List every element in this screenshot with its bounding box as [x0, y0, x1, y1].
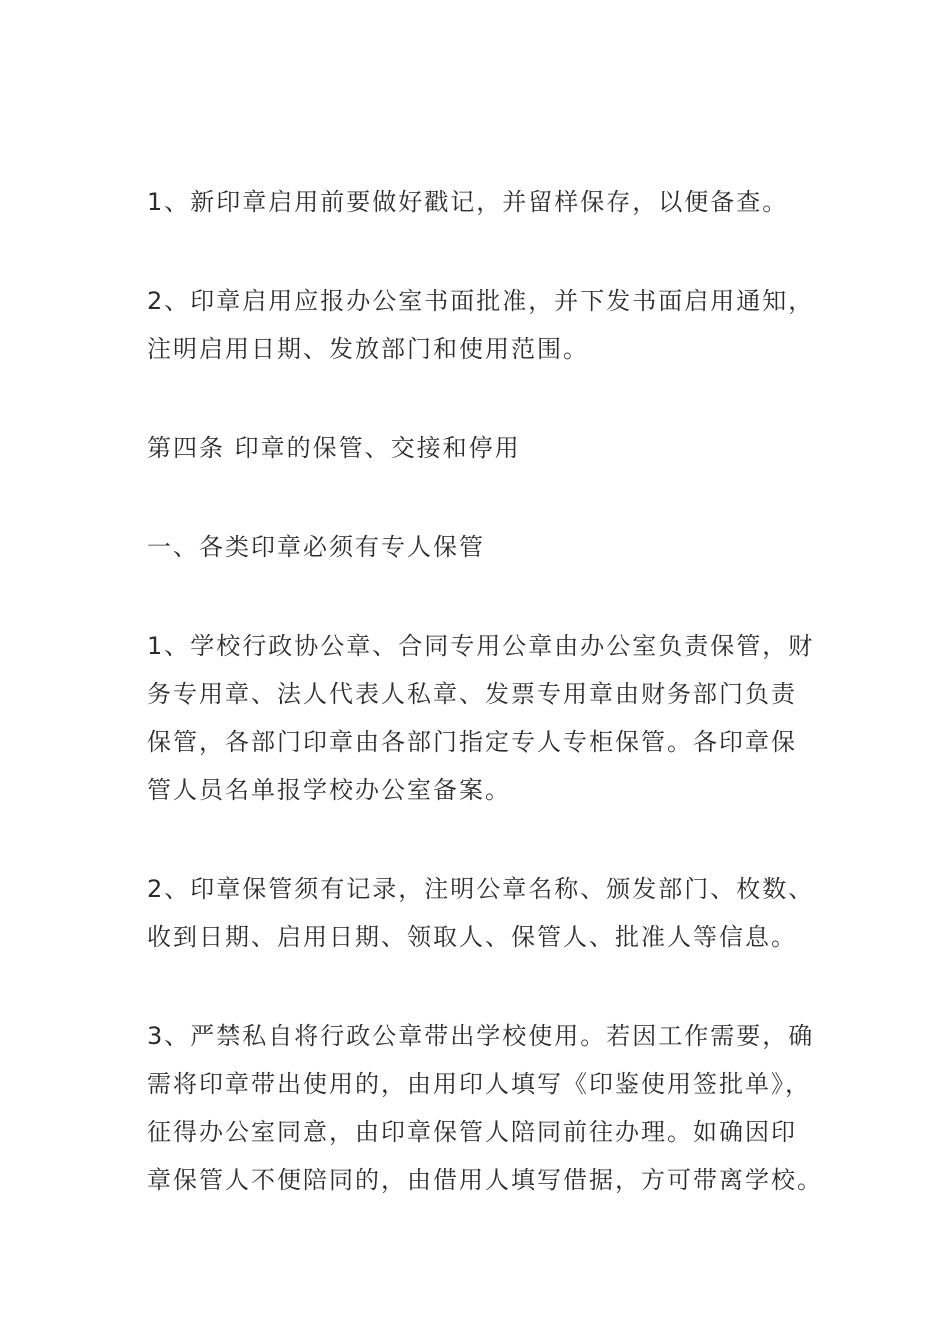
- text-line: 征得办公室同意，由印章保管人陪同前往办理。如确因印: [147, 1118, 797, 1146]
- section-heading: 第四条 印章的保管、交接和停用: [147, 434, 521, 462]
- text-line: 2、印章启用应报办公室书面批准，并下发书面启用通知，: [147, 287, 815, 315]
- text-line: 章保管人不便陪同的，由借用人填写借据，方可带离学校。: [147, 1166, 823, 1194]
- paragraph-seal-removal-rules: [147, 1012, 823, 1204]
- text-line: 需将印章带出使用的，由用印人填写《印鉴使用签批单》，: [147, 1070, 811, 1098]
- paragraph-new-seal-record: [147, 178, 807, 226]
- text-line: 收到日期、启用日期、领取人、保管人、批准人等信息。: [147, 923, 797, 951]
- text-line: 2、印章保管须有记录，注明公章名称、颁发部门、枚数、: [147, 875, 815, 903]
- text-line: 1、学校行政协公章、合同专用公章由办公室负责保管，财: [147, 632, 815, 660]
- text-line: 务专用章、法人代表人私章、发票专用章由财务部门负责: [147, 680, 797, 708]
- text-line: 3、严禁私自将行政公章带出学校使用。若因工作需要，确: [147, 1022, 815, 1050]
- subsection-heading-custody: [147, 523, 807, 571]
- subsection-heading: 一、各类印章必须有专人保管: [147, 533, 485, 561]
- text-line: 1、新印章启用前要做好戳记，并留样保存，以便备查。: [147, 188, 789, 216]
- text-line: 注明启用日期、发放部门和使用范围。: [147, 335, 589, 363]
- paragraph-custody-responsibility: [147, 622, 815, 814]
- document-body: [147, 178, 823, 1204]
- text-line: 保管，各部门印章由各部门指定专人专柜保管。各印章保: [147, 728, 797, 756]
- paragraph-custody-records: [147, 865, 815, 961]
- section-heading-article-4: [147, 424, 807, 472]
- text-line: 管人员名单报学校办公室备案。: [147, 776, 511, 804]
- paragraph-seal-activation-approval: [147, 277, 815, 373]
